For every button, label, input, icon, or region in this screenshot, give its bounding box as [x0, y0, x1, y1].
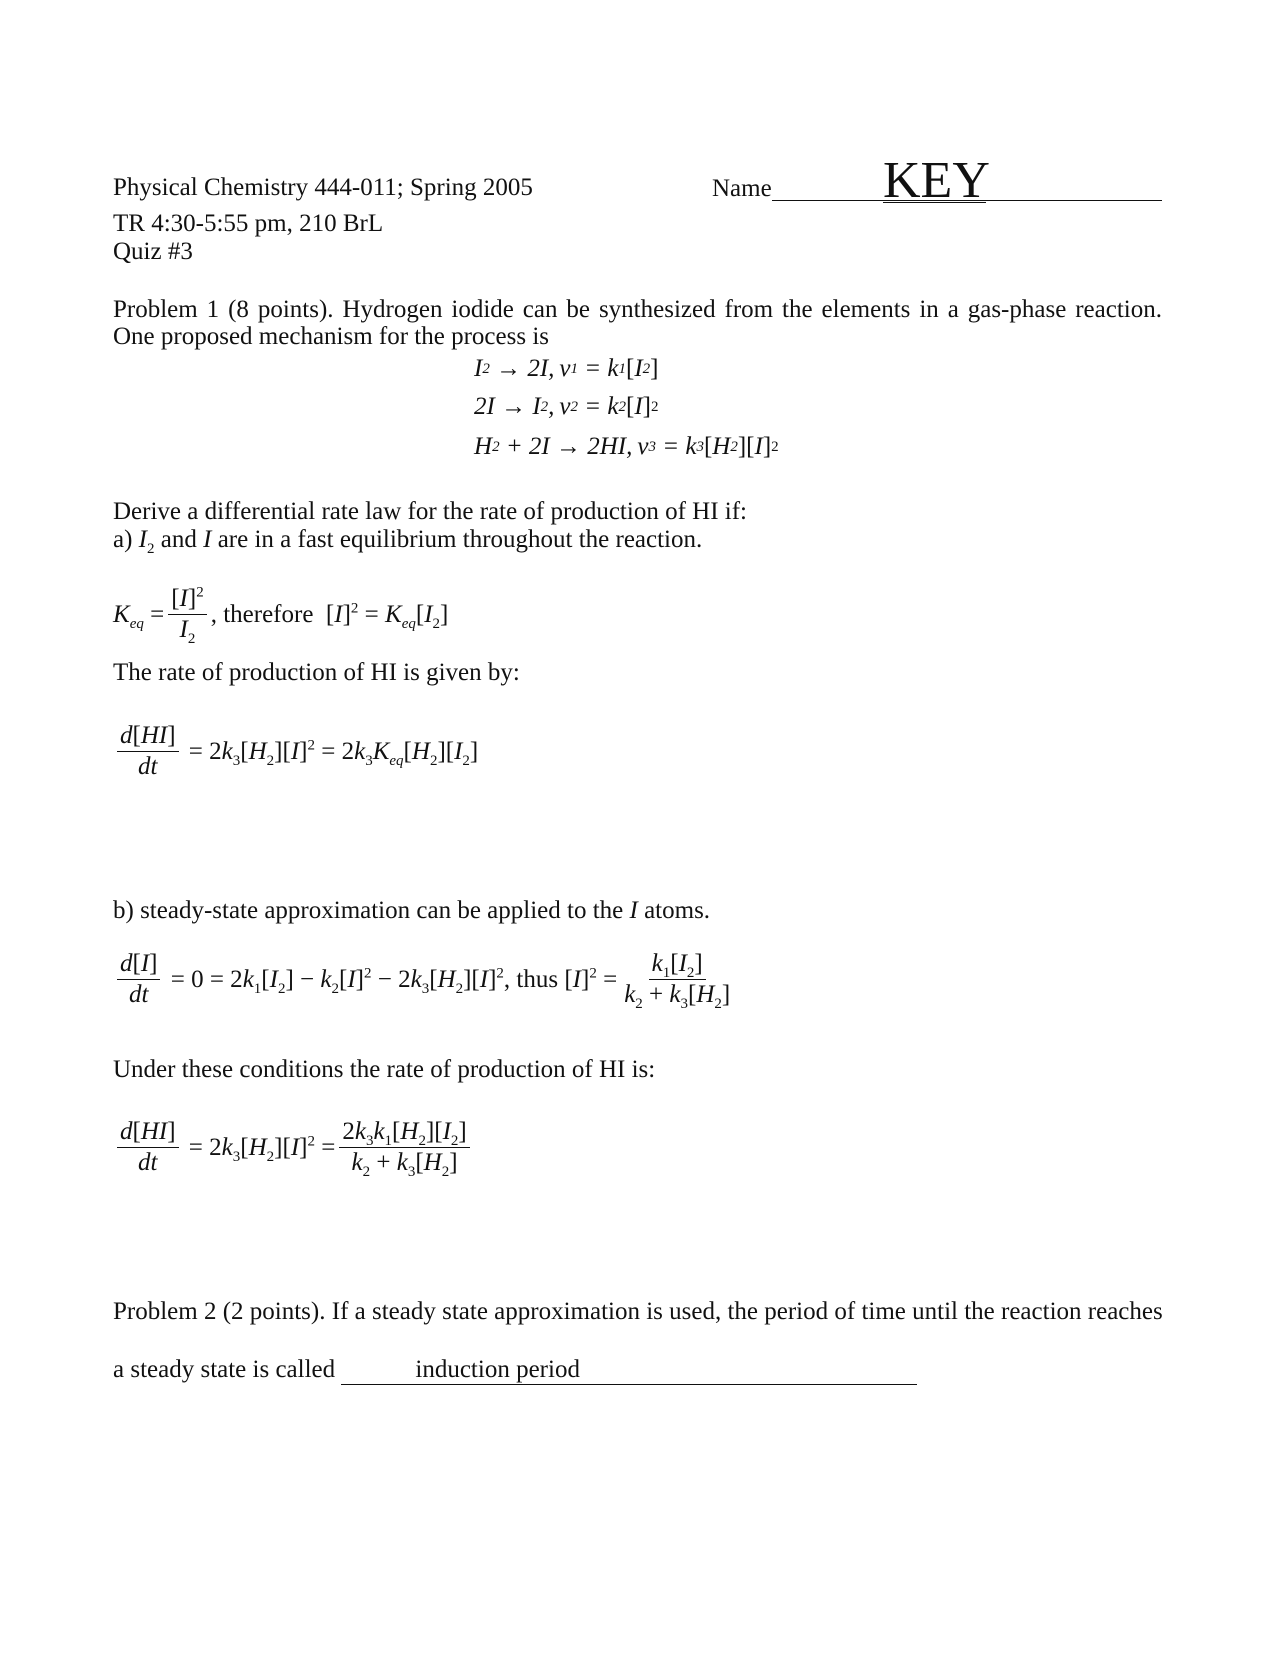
part-b-suffix: atoms.	[637, 897, 711, 924]
answer-blank-tail	[580, 1355, 917, 1385]
part-a-and: and	[154, 526, 204, 553]
mechanism-step-2: 2I → I 2 , v 2 = k 2 [ I ] 2	[474, 393, 659, 420]
answer-text: induction period	[415, 1356, 580, 1383]
conditions-text: Under these conditions the rate of production of HI is:	[113, 1056, 656, 1083]
problem1-intro-line1: Problem 1 (8 points). Hydrogen iodide can be synthesized from the elements in a gas-phase reaction.	[113, 296, 1162, 323]
part-a-suffix: are in a fast equilibrium throughout the reaction.	[211, 526, 703, 553]
mechanism-step-1: I 2 → 2I, v 1 = k 1 [ I 2 ]	[474, 355, 659, 382]
problem1-intro-line2: One proposed mechanism for the process is	[113, 323, 549, 350]
quiz-number: Quiz #3	[113, 238, 193, 265]
problem2-line1: Problem 2 (2 points). If a steady state approximation is used, the period of time until the reaction reaches	[113, 1298, 1163, 1325]
derive-prompt: Derive a differential rate law for the rate of production of HI if:	[113, 498, 747, 525]
rate-equation-b: $\frac{d[HI]}{dt}$ = $2k_3[H_2][I]^2$ = $\frac{2k_3k_1[H_2][I_2]}{k_2 + k_3[H_2]}$	[113, 1118, 474, 1177]
answer-blank-lead	[341, 1355, 415, 1385]
therefore-text: , therefore	[210, 600, 320, 628]
part-b-prompt: b) steady-state approximation can be applied to the I atoms.	[113, 897, 711, 924]
problem2-line2-prefix: a steady state is called	[113, 1356, 342, 1383]
name-label: Name	[712, 175, 772, 202]
key-underline	[883, 202, 986, 203]
part-a-prompt: a) $I_2$ and I are in a fast equilibrium throughout the reaction.	[113, 526, 703, 557]
mechanism-step-3: H 2 + 2I → 2HI, v 3 = k 3 [ H 2 ][ I ] 2	[474, 433, 779, 460]
thus-text: , thus	[503, 965, 565, 993]
rate-equation-a: $\frac{d[HI]}{dt}$ = $2k_3[H_2][I]^2 = 2k_3K_{eq}[H_2][I_2]$	[113, 722, 478, 781]
course-schedule: TR 4:30-5:55 pm, 210 BrL	[113, 210, 384, 237]
steady-state-equation: $\frac{d[I]}{dt}$ = $0 = 2k_1[I_2] - k_2[I]^2 - 2k_3[H_2][I]^2$ , thus $[I]^2$ = $\frac{k_1[I_2]}{k_2 + k_3[H_2]}$	[113, 950, 737, 1009]
name-value: KEY	[883, 152, 990, 209]
rate-given-text: The rate of production of HI is given by:	[113, 659, 520, 686]
keq-equation: $K_{eq}$ = $\frac{[I]^2}{I_2}$ , therefore $[I]^2 = K_{eq}[I_2]$	[113, 584, 449, 647]
problem2-line2	[113, 1355, 917, 1385]
part-b-prefix: b) steady-state approximation can be applied to the	[113, 897, 630, 924]
part-a-prefix: a)	[113, 526, 139, 553]
course-title: Physical Chemistry 444-011; Spring 2005	[113, 174, 533, 201]
